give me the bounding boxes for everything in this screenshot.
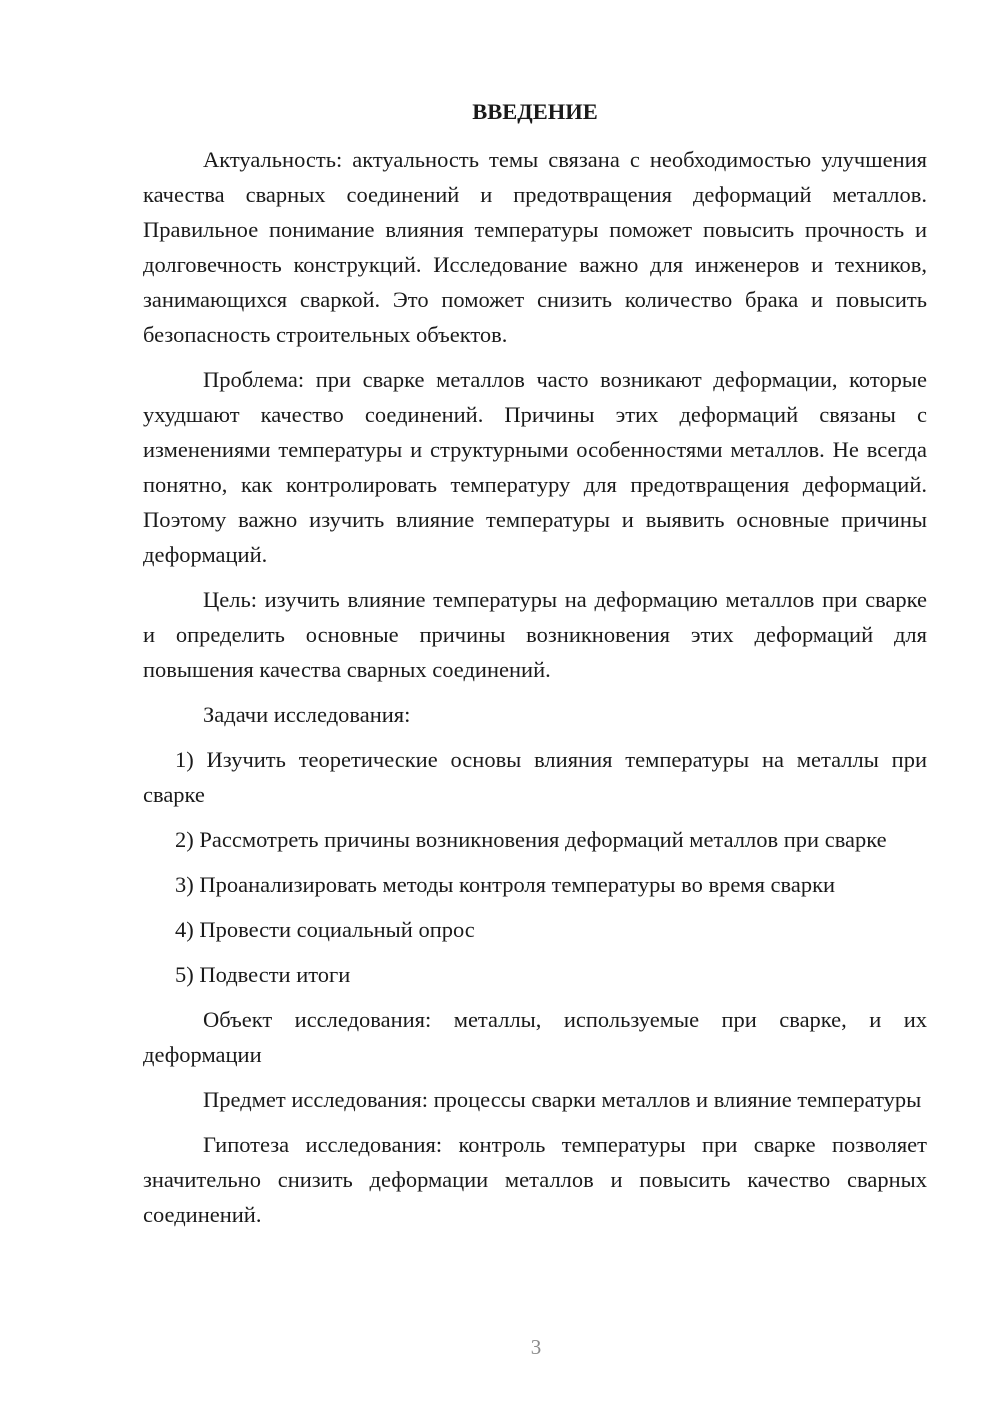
paragraph-subject: Предмет исследования: процессы сварки металлов и влияние температуры [203,1087,922,1112]
paragraph-object: Объект исследования: металлы, используемые при сварке, и их деформации [143,1007,927,1067]
paragraph-relevance: Актуальность: актуальность темы связана с необходимостью улучшения качества сварных соединений и предотвращения деформаций металлов. Правильное понимание влияния температуры поможет повысить прочность и долговечность конструкций. Исследование важно для инженеров и техников, занимающихся сваркой. Это поможет снизить количество брака и повысить безопасность строительных объектов. [143,147,927,347]
task-item: 1) Изучить теоретические основы влияния температуры на металлы при сварке [143,747,927,807]
section-heading: ВВЕДЕНИЕ [472,99,598,124]
task-item: 4) Провести социальный опрос [175,917,475,942]
task-item: 3) Проанализировать методы контроля температуры во время сварки [175,872,836,897]
task-item: 2) Рассмотреть причины возникновения деформаций металлов при сварке [175,827,887,852]
page-number: 3 [530,1335,542,1359]
paragraph-goal: Цель: изучить влияние температуры на деформацию металлов при сварке и определить основные причины возникновения этих деформаций для повышения качества сварных соединений. [143,587,927,682]
task-item: 5) Подвести итоги [175,962,351,987]
paragraph-problem: Проблема: при сварке металлов часто возникают деформации, которые ухудшают качество соединений. Причины этих деформаций связаны с изменениями температуры и структурными особенностями металлов. Не всегда понятно, как контролировать температуру для предотвращения деформаций. Поэтому важно изучить влияние температуры и выявить основные причины деформаций. [143,367,927,567]
paragraph-tasks-title: Задачи исследования: [203,702,411,727]
body-text [143,142,927,1232]
paragraph-hypothesis: Гипотеза исследования: контроль температуры при сварке позволяет значительно снизить деформации металлов и повысить качество сварных соединений. [143,1132,927,1227]
